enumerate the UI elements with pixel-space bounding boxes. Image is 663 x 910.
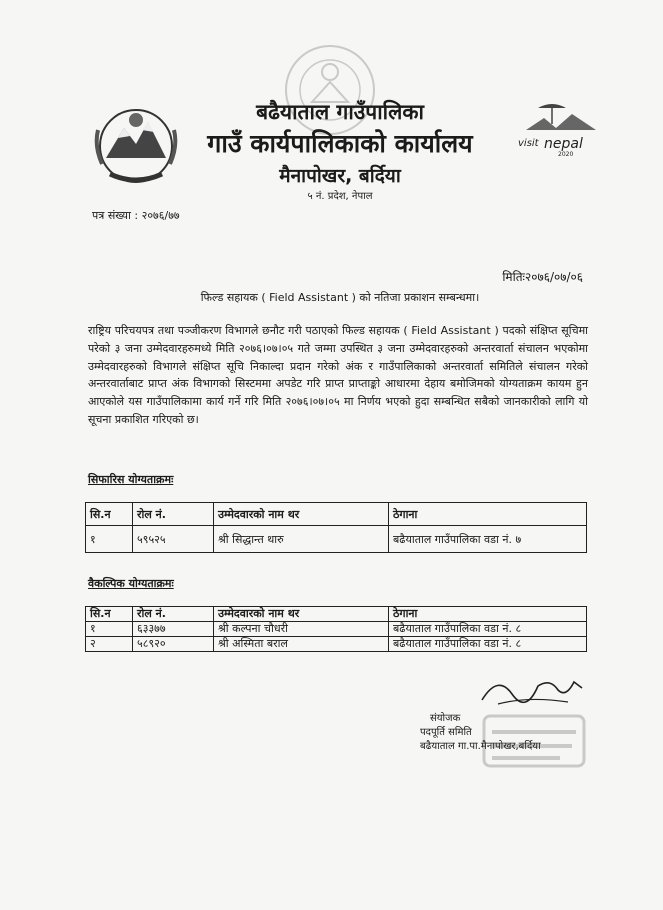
municipality-name: बढैयाताल गाउँपालिका: [256, 100, 424, 124]
table-cell: बढैयाताल गाउँपालिका वडा नं. ८: [389, 637, 587, 652]
letter-date: मितिः२०७६/०७/०६: [502, 270, 583, 284]
table-cell: ५९५२५: [133, 526, 214, 553]
table-cell: बढैयाताल गाउँपालिका वडा नं. ८: [389, 622, 587, 637]
province-text: ५ नं. प्रदेश, नेपाल: [307, 191, 373, 202]
table-cell: श्री अस्मिता बराल: [214, 637, 389, 652]
table-cell: ६३३७७: [133, 622, 214, 637]
alternate-table: [85, 606, 587, 652]
recommended-heading: सिफारिस योग्यताक्रमः: [88, 473, 174, 486]
svg-text:visit: visit: [518, 138, 539, 149]
alternate-heading: वैकल्पिक योग्यताक्रमः: [88, 577, 174, 590]
recommended-table: [85, 502, 587, 553]
column-header: रोल नं.: [133, 503, 214, 526]
column-header: सि.न: [86, 607, 133, 622]
signatory-committee: पदपूर्ति समिति: [420, 727, 472, 738]
table-cell: श्री सिद्धान्त थारु: [214, 526, 389, 553]
signatory-role: संयोजक: [430, 713, 461, 724]
handwritten-signature-icon: [478, 668, 588, 708]
signatory-office: बढैयाताल गा.पा.मैनापोखर,बर्दिया: [420, 741, 541, 752]
signature-block: [420, 712, 541, 754]
column-header: उम्मेदवारको नाम थर: [214, 607, 389, 622]
table-cell: श्री कल्पना चौधरी: [214, 622, 389, 637]
column-header: सि.न: [86, 503, 133, 526]
letter-body: राष्ट्रिय परिचयपत्र तथा पञ्जीकरण विभागले छनौट गरी पठाएको फिल्ड सहायक ( Field Assistant ) पदको संक्षिप्त सूचिमा परेको ३ जना उम्मेदवारहरुमध्ये मिति २०७६।०७।०५ गते जम्मा उपस्थित ३ जना उम्मेदवारहरुको अन्तरवार्ता संचालन भएकोमा उम्मेदवारहरुको विभागले संक्षिप्त सूचि निकाल्दा प्रदान गरेको अंक र गाउँपालिकाको अन्तरवार्ता समितिले संचालन गरेको अन्तरवार्ताबाट प्राप्त अंक विभागको सिस्टममा अपडेट गरि प्राप्त प्राप्ताङ्को आधारमा देहाय बमोजिमको योग्यताक्रम कायम हुन आएकोले यस गाउँपालिकामा कार्य गर्ने गरि मिति २०७६।०७।०५ मा निर्णय भएको हुदा सम्बन्धित सबैको जानकारीको लागि यो सूचना प्रकाशित गरिएको छ।: [88, 324, 588, 426]
table-header-row: [86, 503, 587, 526]
visit-nepal-logo-icon: [516, 100, 608, 158]
table-row: [86, 637, 587, 652]
svg-text:2020: 2020: [558, 151, 574, 158]
column-header: ठेगाना: [389, 607, 587, 622]
table-row: [86, 526, 587, 553]
column-header: रोल नं.: [133, 607, 214, 622]
letter-subject: फिल्ड सहायक ( Field Assistant ) को नतिजा प्रकाशन सम्बन्धमा।: [200, 291, 480, 304]
table-cell: बढैयाताल गाउँपालिका वडा नं. ७: [389, 526, 587, 553]
table-header-row: [86, 607, 587, 622]
column-header: ठेगाना: [389, 503, 587, 526]
table-cell: ५८९२०: [133, 637, 214, 652]
table-row: [86, 622, 587, 637]
table-cell: २: [86, 637, 133, 652]
office-address: मैनापोखर, बर्दिया: [279, 165, 401, 187]
table-cell: १: [86, 622, 133, 637]
office-name: गाउँ कार्यपालिकाको कार्यालय: [207, 129, 473, 158]
table-cell: १: [86, 526, 133, 553]
column-header: उम्मेदवारको नाम थर: [214, 503, 389, 526]
svg-text:nepal: nepal: [544, 136, 583, 152]
reference-number: पत्र संख्या : २०७६/७७: [92, 209, 180, 222]
